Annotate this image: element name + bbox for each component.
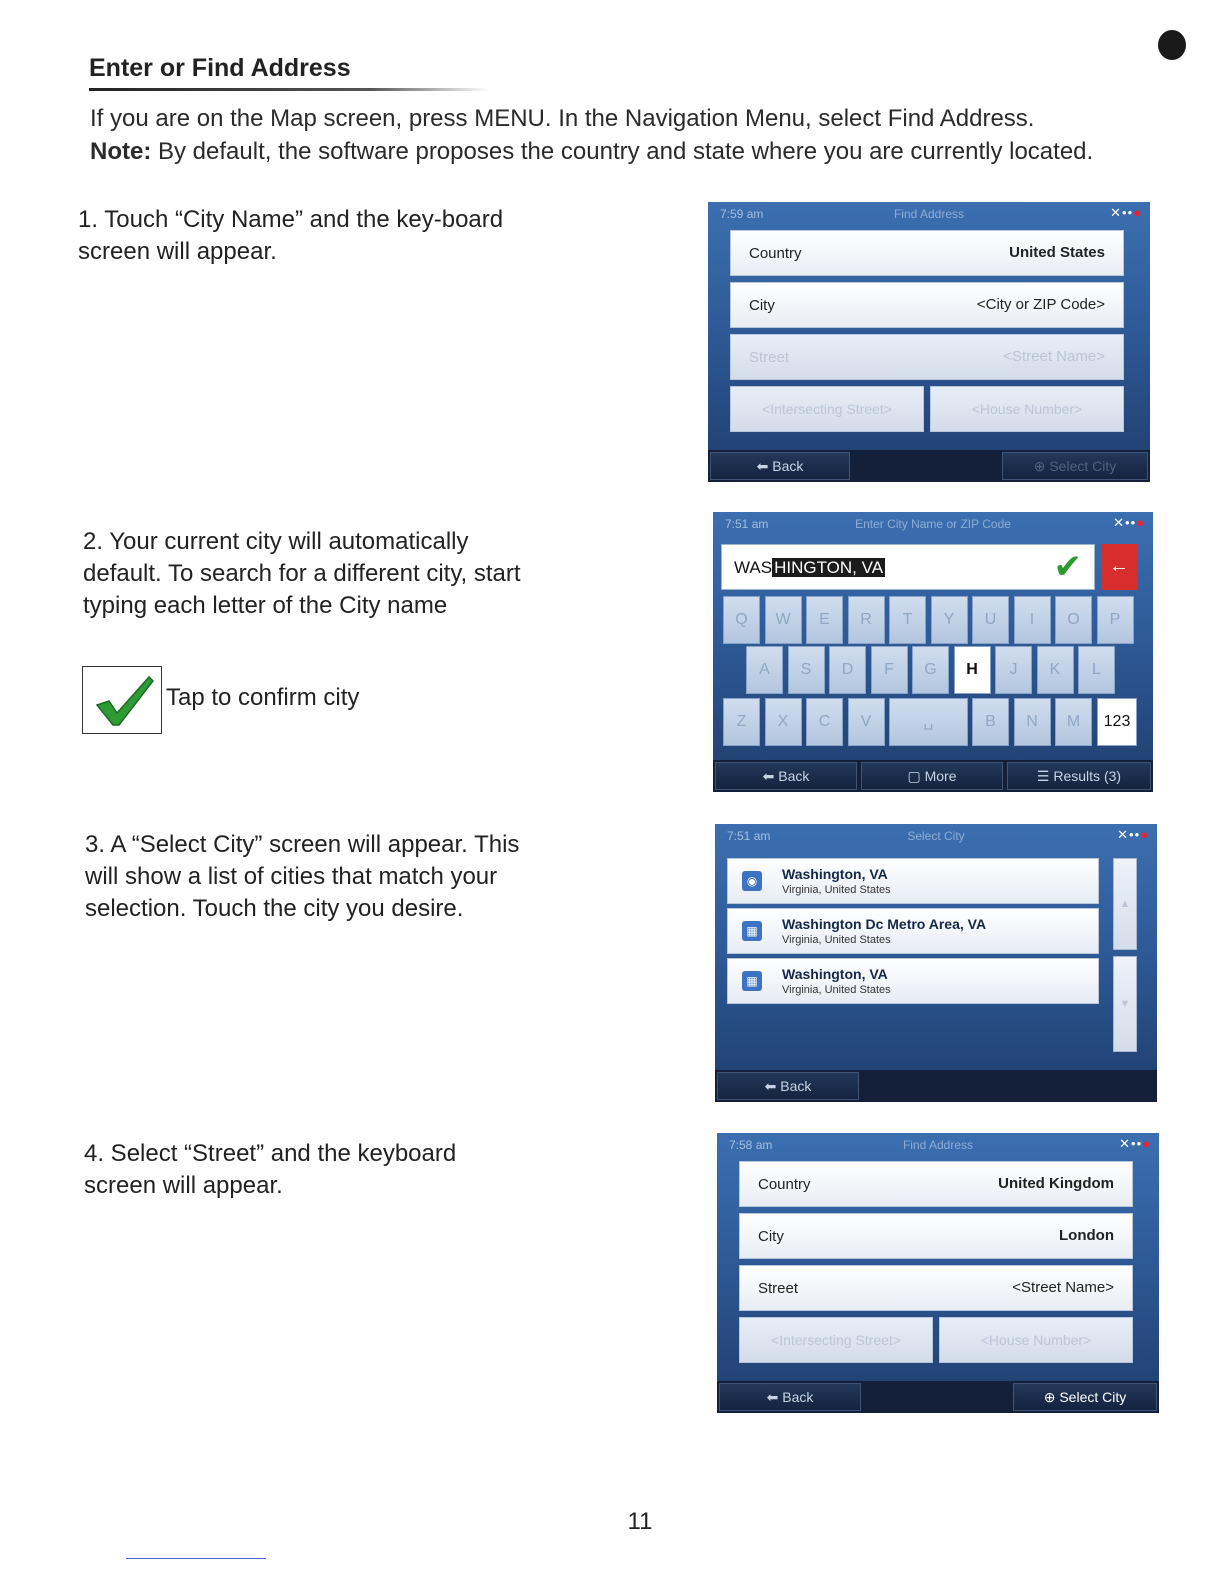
city-row[interactable] [730, 282, 1124, 328]
find-address-screen-uk [717, 1133, 1159, 1413]
clock: 7:58 am [729, 1138, 773, 1152]
key-w[interactable]: W [765, 596, 802, 644]
city-region: Virginia, United States [782, 934, 891, 946]
typed-text: WAS [734, 558, 773, 577]
key-b[interactable]: B [972, 698, 1009, 746]
house-number-row [939, 1317, 1133, 1363]
map-icon: ▦ [742, 921, 762, 941]
intersecting-street-label: <Intersecting Street> [771, 1332, 901, 1348]
city-search-input[interactable] [721, 544, 1095, 590]
select-city-screen [715, 824, 1157, 1102]
city-list-item[interactable] [727, 958, 1099, 1004]
page-number: 11 [627, 1508, 653, 1535]
back-button[interactable] [715, 762, 857, 790]
key-a[interactable]: A [746, 646, 783, 694]
more-label: More [924, 768, 957, 784]
backspace-icon: ← [1109, 555, 1129, 577]
select-city-button[interactable] [1013, 1383, 1157, 1411]
key-y[interactable]: Y [931, 596, 968, 644]
city-region: Virginia, United States [782, 884, 891, 896]
status-icons: ✕••● [1113, 515, 1145, 530]
screen-heading: Select City [907, 829, 965, 843]
key-i[interactable]: I [1014, 596, 1051, 644]
chevron-down-icon: ▼ [1119, 998, 1131, 1010]
back-label: Back [772, 458, 804, 474]
city-list-item[interactable] [727, 908, 1099, 954]
confirm-checkmark-icon [82, 666, 162, 734]
bottom-bar [713, 760, 1153, 792]
key-z[interactable]: Z [723, 698, 760, 746]
back-arrow-icon: ⬅ [766, 1389, 779, 1405]
street-row[interactable] [739, 1265, 1133, 1311]
country-row[interactable] [739, 1161, 1133, 1207]
clock: 7:51 am [727, 829, 771, 843]
intersecting-street-label: <Intersecting Street> [762, 401, 892, 417]
key-x[interactable]: X [765, 698, 802, 746]
clock: 7:51 am [725, 517, 769, 531]
country-label: Country [749, 245, 802, 262]
status-bar [708, 202, 1150, 226]
select-city-label: Select City [1059, 1389, 1127, 1405]
city-row[interactable] [739, 1213, 1133, 1259]
key-space[interactable]: ␣ [889, 698, 968, 746]
key-u[interactable]: U [972, 596, 1009, 644]
title-underline [89, 88, 489, 91]
key-r[interactable]: R [848, 596, 885, 644]
house-number-label: <House Number> [971, 401, 1083, 417]
note-label: Note: [90, 138, 152, 165]
country-value: United Kingdom [998, 1175, 1114, 1192]
street-label: Street [749, 349, 790, 366]
back-button[interactable] [719, 1383, 861, 1411]
key-h[interactable]: H [954, 646, 991, 694]
screen-heading: Find Address [902, 1138, 974, 1152]
key-123[interactable]: 123 [1097, 698, 1137, 746]
clock: 7:59 am [720, 207, 764, 221]
delete-button[interactable] [1101, 544, 1137, 590]
back-arrow-icon: ⬅ [764, 1078, 777, 1094]
intro-text [90, 102, 1170, 168]
city-name: Washington, VA [782, 966, 888, 982]
more-icon: ▢ [907, 768, 921, 784]
back-arrow-icon: ⬅ [762, 768, 775, 784]
key-j[interactable]: J [995, 646, 1032, 694]
page-title: Enter or Find Address [89, 54, 351, 82]
screen-heading: Enter City Name or ZIP Code [855, 517, 1011, 531]
bullet-dot [1158, 30, 1186, 60]
back-button[interactable] [710, 452, 850, 480]
key-l[interactable]: L [1078, 646, 1115, 694]
back-arrow-icon: ⬅ [756, 458, 769, 474]
key-p[interactable]: P [1097, 596, 1134, 644]
key-k[interactable]: K [1037, 646, 1074, 694]
street-value: <Street Name> [1012, 1279, 1114, 1296]
key-c[interactable]: C [806, 698, 843, 746]
select-city-button [1002, 452, 1148, 480]
street-value: <Street Name> [1003, 348, 1105, 365]
back-label: Back [782, 1389, 814, 1405]
note-text: By default, the software proposes the country and state where you are currently located. [151, 138, 1094, 165]
key-f[interactable]: F [871, 646, 908, 694]
status-icons: ✕••● [1117, 827, 1149, 842]
status-bar [717, 1133, 1159, 1157]
screen-heading: Find Address [893, 207, 965, 221]
footer-line [126, 1558, 266, 1559]
list-icon: ☰ [1036, 768, 1050, 784]
intersecting-street-row [739, 1317, 933, 1363]
step-1-text: 1. Touch “City Name” and the key-board screen will appear. [78, 206, 504, 265]
back-label: Back [780, 1078, 812, 1094]
more-button[interactable] [861, 762, 1003, 790]
bottom-bar [717, 1381, 1159, 1413]
back-button[interactable] [717, 1072, 859, 1100]
results-button[interactable] [1007, 762, 1151, 790]
status-icons: ✕••● [1110, 205, 1142, 220]
back-label: Back [778, 768, 810, 784]
city-icon: ◉ [742, 871, 762, 891]
country-value: United States [1009, 244, 1105, 261]
city-region: Virginia, United States [782, 984, 891, 996]
find-address-screen [708, 202, 1150, 482]
house-number-label: <House Number> [980, 1332, 1092, 1348]
intro-line: If you are on the Map screen, press MENU. In the Navigation Menu, select Find Address. [90, 105, 1035, 132]
key-o[interactable]: O [1055, 596, 1092, 644]
status-icons: ✕••● [1119, 1136, 1151, 1151]
street-row [730, 334, 1124, 380]
key-q[interactable]: Q [723, 596, 760, 644]
select-city-label: Select City [1049, 458, 1117, 474]
city-name: Washington Dc Metro Area, VA [782, 916, 987, 932]
house-number-row [930, 386, 1124, 432]
step-2-text: 2. Your current city will automatically default. To search for a different city, start typing each letter of the City name [83, 528, 521, 619]
key-s[interactable]: S [788, 646, 825, 694]
city-value: London [1059, 1227, 1114, 1244]
map-icon: ▦ [742, 971, 762, 991]
country-label: Country [758, 1176, 811, 1193]
crosshair-icon: ⊕ [1043, 1389, 1056, 1405]
key-e[interactable]: E [806, 596, 843, 644]
country-row[interactable] [730, 230, 1124, 276]
keyboard-screen [713, 512, 1153, 792]
crosshair-icon: ⊕ [1033, 458, 1046, 474]
city-list-item[interactable] [727, 858, 1099, 904]
key-g[interactable]: G [912, 646, 949, 694]
bottom-bar [715, 1070, 1157, 1102]
city-label: City [758, 1228, 784, 1245]
street-label: Street [758, 1280, 799, 1297]
key-n[interactable]: N [1014, 698, 1051, 746]
scroll-down-button[interactable] [1113, 956, 1137, 1052]
chevron-up-icon: ▲ [1119, 898, 1131, 910]
confirm-label: Tap to confirm city [166, 684, 360, 711]
status-bar [713, 512, 1153, 536]
key-v[interactable]: V [848, 698, 885, 746]
city-value: <City or ZIP Code> [976, 296, 1105, 313]
results-label: Results (3) [1053, 768, 1122, 784]
key-t[interactable]: T [889, 596, 926, 644]
intersecting-street-row [730, 386, 924, 432]
city-name: Washington, VA [782, 866, 888, 882]
scroll-up-button[interactable] [1113, 858, 1137, 950]
confirm-checkmark-icon[interactable]: ✔ [1053, 548, 1082, 586]
key-m[interactable]: M [1055, 698, 1092, 746]
step-4-text: 4. Select “Street” and the keyboard screen will appear. [84, 1140, 457, 1199]
suggested-completion: HINGTON, VA [774, 558, 884, 577]
key-d[interactable]: D [829, 646, 866, 694]
status-bar [715, 824, 1157, 848]
step-3-text: 3. A “Select City” screen will appear. This will show a list of cities that match your selection. Touch the city you desire. [85, 831, 520, 922]
city-label: City [749, 297, 775, 314]
bottom-bar [708, 450, 1150, 482]
